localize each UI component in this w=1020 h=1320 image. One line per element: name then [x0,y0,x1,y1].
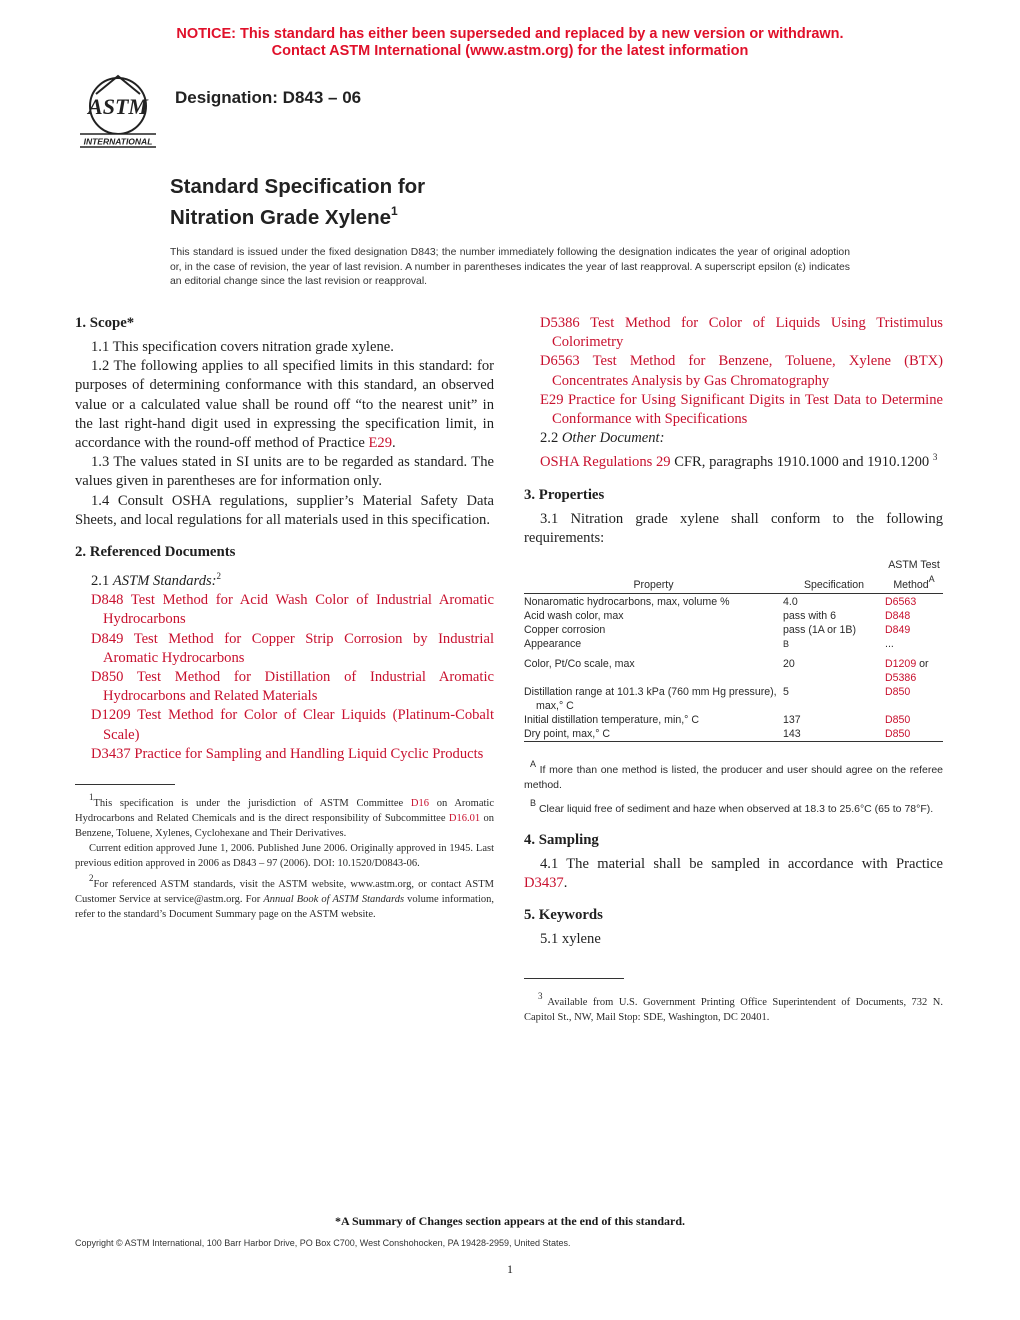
cell-spec: 137 [783,714,801,727]
table-row [524,623,943,637]
table-header-row [524,558,943,594]
other-document-label: Other Document: [561,430,665,447]
document-title [170,174,425,230]
refdocs-heading: 2. Referenced Documents [75,544,236,561]
cell-property: Nonaromatic hydrocarbons, max, volume % [524,596,730,609]
refdocs-2-1 [75,567,494,591]
ref-title[interactable]: Test Method for Color of Liquids Using Tristimulus Colorimetry [552,315,943,351]
title-line-1: Standard Specification for [170,175,426,198]
d16-01-link[interactable]: D16.01 [448,813,481,825]
cell-method: ... [885,638,894,651]
cell-spec: 4.0 [783,596,798,609]
ref-code[interactable]: D6563 [540,353,580,370]
osha-link[interactable]: OSHA Regulations 29 [540,454,671,471]
sampling-text: 4.1 The material shall be sampled in accordance with Practice [540,856,943,873]
fn2-italic: Annual Book of ASTM Standards [263,894,405,906]
logo-mark-text: ASTM [88,94,148,119]
astm-standards-label: ASTM Standards: [112,573,217,590]
keywords-5-1: 5.1 xylene [540,931,601,948]
scope-heading: 1. Scope* [75,315,135,331]
ref-item[interactable] [75,745,494,764]
title-line-2 [170,199,425,230]
title-footnote-mark[interactable]: 1 [391,204,398,218]
table-row [524,727,943,742]
copyright: Copyright © ASTM International, 100 Barr Harbor Drive, PO Box C700, West Conshohocken, PA 19428-2959, United States. [75,1238,571,1248]
ref-title[interactable]: Practice for Using Significant Digits in Test Data to Determine Conformance with Specifications [552,391,943,428]
fn2-mark: 2 [89,873,94,884]
ref-code[interactable]: D849 [91,630,124,647]
fn1-b: on Aromatic Hydrocarbons and Related Chemicals and is the direct responsibility of Subcommittee [75,798,494,825]
astm-logo [74,72,162,152]
footnote-1 [75,790,494,841]
table-fn-b-mark: B [530,798,537,809]
cell-spec: 5 [783,686,789,699]
scope-1-4: 1.4 Consult OSHA regulations, supplier’s Material Safety Data Sheets, and local regulations for all materials used in this specification. [75,492,494,528]
col-method-1: ASTM Test [888,559,940,572]
left-column [75,314,494,922]
table-row [524,713,943,727]
ref-code[interactable]: E29 [540,391,564,408]
d5386-link[interactable]: D5386 [885,672,917,685]
cell-method[interactable]: D850 [885,686,911,699]
fn3-text: Available from U.S. Government Printing Office Superintendent of Documents, 732 N. Capitol St., NW, Mail Stop: SDE, Washington, DC 20401. [524,996,943,1023]
ref-title[interactable]: Practice for Sampling and Handling Liquid Cyclic Products [134,745,484,762]
fn1-a: This specification is under the jurisdiction of ASTM Committee [93,798,411,810]
ref-item[interactable] [75,591,494,629]
ref-item[interactable] [75,706,494,744]
scope-1-3: 1.3 The values stated in SI units are to be regarded as standard. The values given in parentheses are for information only. [75,454,494,490]
osha-reference [524,448,943,472]
col-property: Property [633,579,674,592]
ref-title[interactable]: Test Method for Distillation of Industrial Aromatic Hydrocarbons and Related Materials [103,669,494,705]
notice-line-2: Contact ASTM International (www.astm.org) for the latest information [271,43,749,59]
properties-table [524,558,943,743]
cell-method [885,657,943,685]
scope-1-2 [75,357,494,453]
ref-item[interactable] [524,314,943,352]
col-method-2: Method [893,579,929,592]
properties-3-1: 3.1 Nitration grade xylene shall conform to the following requirements: [524,510,943,546]
ref-title[interactable]: Test Method for Acid Wash Color of Industrial Aromatic Hydrocarbons [103,592,494,628]
d3437-link[interactable]: D3437 [524,875,564,892]
table-row [524,685,943,713]
cell-property: Appearance [524,638,582,651]
cell-property: Color, Pt/Co scale, max [524,658,635,671]
notice-line-1: NOTICE: This standard has either been superseded and replaced by a new version or withdrawn. [176,26,844,42]
footnote-2-mark[interactable]: 2 [216,571,222,582]
cell-property: Acid wash color, max [524,610,624,623]
footnote-3 [524,989,943,1025]
ref-code[interactable]: D1209 [91,707,131,724]
cell-method[interactable]: D849 [885,624,911,637]
sampling-end: . [563,875,568,892]
fn1-c: on Benzene, Toluene, Xylenes, Cyclohexane and Their Derivatives. [75,813,495,840]
fn3-mark: 3 [538,990,543,1001]
cell-method[interactable]: D848 [885,610,911,623]
cell-method[interactable]: D6563 [885,596,917,609]
table-fn-a-mark: A [530,759,537,770]
table-row [524,595,943,609]
ref-item[interactable] [75,630,494,668]
e29-link[interactable]: E29 [368,435,393,452]
cell-method[interactable]: D850 [885,714,911,727]
table-footnote-a [524,757,943,793]
d1209-link[interactable]: D1209 [885,658,917,671]
cell-property: Initial distillation temperature, min,° C [524,714,699,727]
refdocs-2-2 [524,429,943,448]
withdrawal-notice [0,26,1020,60]
scope-1-2-end: . [392,435,396,452]
keywords-heading: 5. Keywords [524,907,603,924]
osha-text: CFR, paragraphs 1910.1000 and 1910.1200 [670,454,933,471]
fn2-b: volume information, refer to the standard’s Document Summary page on the ASTM website. [75,894,494,921]
fn1-mark: 1 [89,792,94,803]
col-specification: Specification [803,579,865,592]
refdocs-2-2-num: 2.2 [540,430,562,447]
ref-title[interactable]: Test Method for Copper Strip Corrosion by Industrial Aromatic Hydrocarbons [103,630,494,666]
table-fn-b-text: Clear liquid free of sediment and haze when observed at 18.3 to 25.6°C (65 to 78°F). [538,803,934,816]
table-row [524,657,943,685]
cell-property: Dry point, max,° C [524,728,611,741]
right-column [524,314,943,1025]
table-footnote-b [524,796,943,817]
col-method [885,558,943,594]
footnote-2 [75,871,494,922]
appearance-footnote-mark[interactable]: B [783,639,790,650]
astm-logo-icon [74,72,162,152]
intro-paragraph: This standard is issued under the fixed designation D843; the number immediately following the designation indicates the year of original adoption or, in the case of revision, the year of last revision. A number in parentheses indicates the year of last reapproval. A superscript epsilon (ε) indicates an editorial change since the last revision or reapproval. [170,247,850,287]
cell-spec: pass (1A or 1B) [783,624,857,637]
ref-title[interactable]: Test Method for Color of Clear Liquids (Platinum-Cobalt Scale) [103,707,494,743]
fn2-a: For referenced ASTM standards, visit the ASTM website, www.astm.org, or contact ASTM Customer Service at service@astm.org. For [75,879,494,906]
logo-label: INTERNATIONAL [83,136,153,147]
table-row [524,637,943,657]
ref-item[interactable] [524,352,943,390]
cell-method[interactable]: D850 [885,728,911,741]
ref-code[interactable]: D848 [91,592,124,609]
ref-code[interactable]: D850 [91,669,124,686]
ref-item[interactable] [524,391,943,429]
d16-link[interactable]: D16 [410,798,429,810]
ref-code[interactable]: D5386 [540,315,580,331]
cell-spec: 143 [783,728,801,741]
ref-code[interactable]: D3437 [91,745,131,762]
footnote-3-mark[interactable]: 3 [932,452,938,463]
scope-1-1: 1.1 This specification covers nitration grade xylene. [91,339,394,355]
summary-of-changes-note: *A Summary of Changes section appears at the end of this standard. [334,1214,686,1228]
title-line-2-text: Nitration Grade Xylene [170,206,392,229]
cell-spec: 20 [783,658,795,671]
designation: Designation: D843 – 06 [175,88,362,107]
cell-property: Distillation range at 101.3 kPa (760 mm Hg pressure), max,° C [524,686,777,713]
sampling-heading: 4. Sampling [524,832,599,849]
scope-1-2-text: 1.2 The following applies to all specified limits in this standard: for purposes of determining conformance with this standard, an observed value or a calculated value shall be round off “to the nearest unit” in the last right-hand digit used in expressing the specification limit, in accordance with the round-off method of Practice [75,358,494,452]
footnote-1-edition: Current edition approved June 1, 2006. Published June 2006. Originally approved in 1945. Last previous edition approved in 2006 as D843 – 97 (2006). DOI: 10.1520/D0843-06. [75,843,494,870]
page-number: 1 [507,1262,513,1276]
refdocs-2-1-num: 2.1 [91,573,113,590]
properties-heading: 3. Properties [524,486,605,503]
sampling-4-1 [524,855,943,893]
table-row [524,609,943,623]
table-fn-a-text: If more than one method is listed, the producer and user should agree on the referee method. [524,764,943,792]
or-word: or [916,658,929,671]
cell-property: Copper corrosion [524,624,606,637]
ref-item[interactable] [75,668,494,706]
cell-spec: pass with 6 [783,610,836,623]
col-method-sup[interactable]: A [928,574,935,585]
ref-title[interactable]: Test Method for Benzene, Toluene, Xylene (BTX) Concentrates Analysis by Gas Chromatography [552,353,944,389]
cell-spec [783,637,885,657]
